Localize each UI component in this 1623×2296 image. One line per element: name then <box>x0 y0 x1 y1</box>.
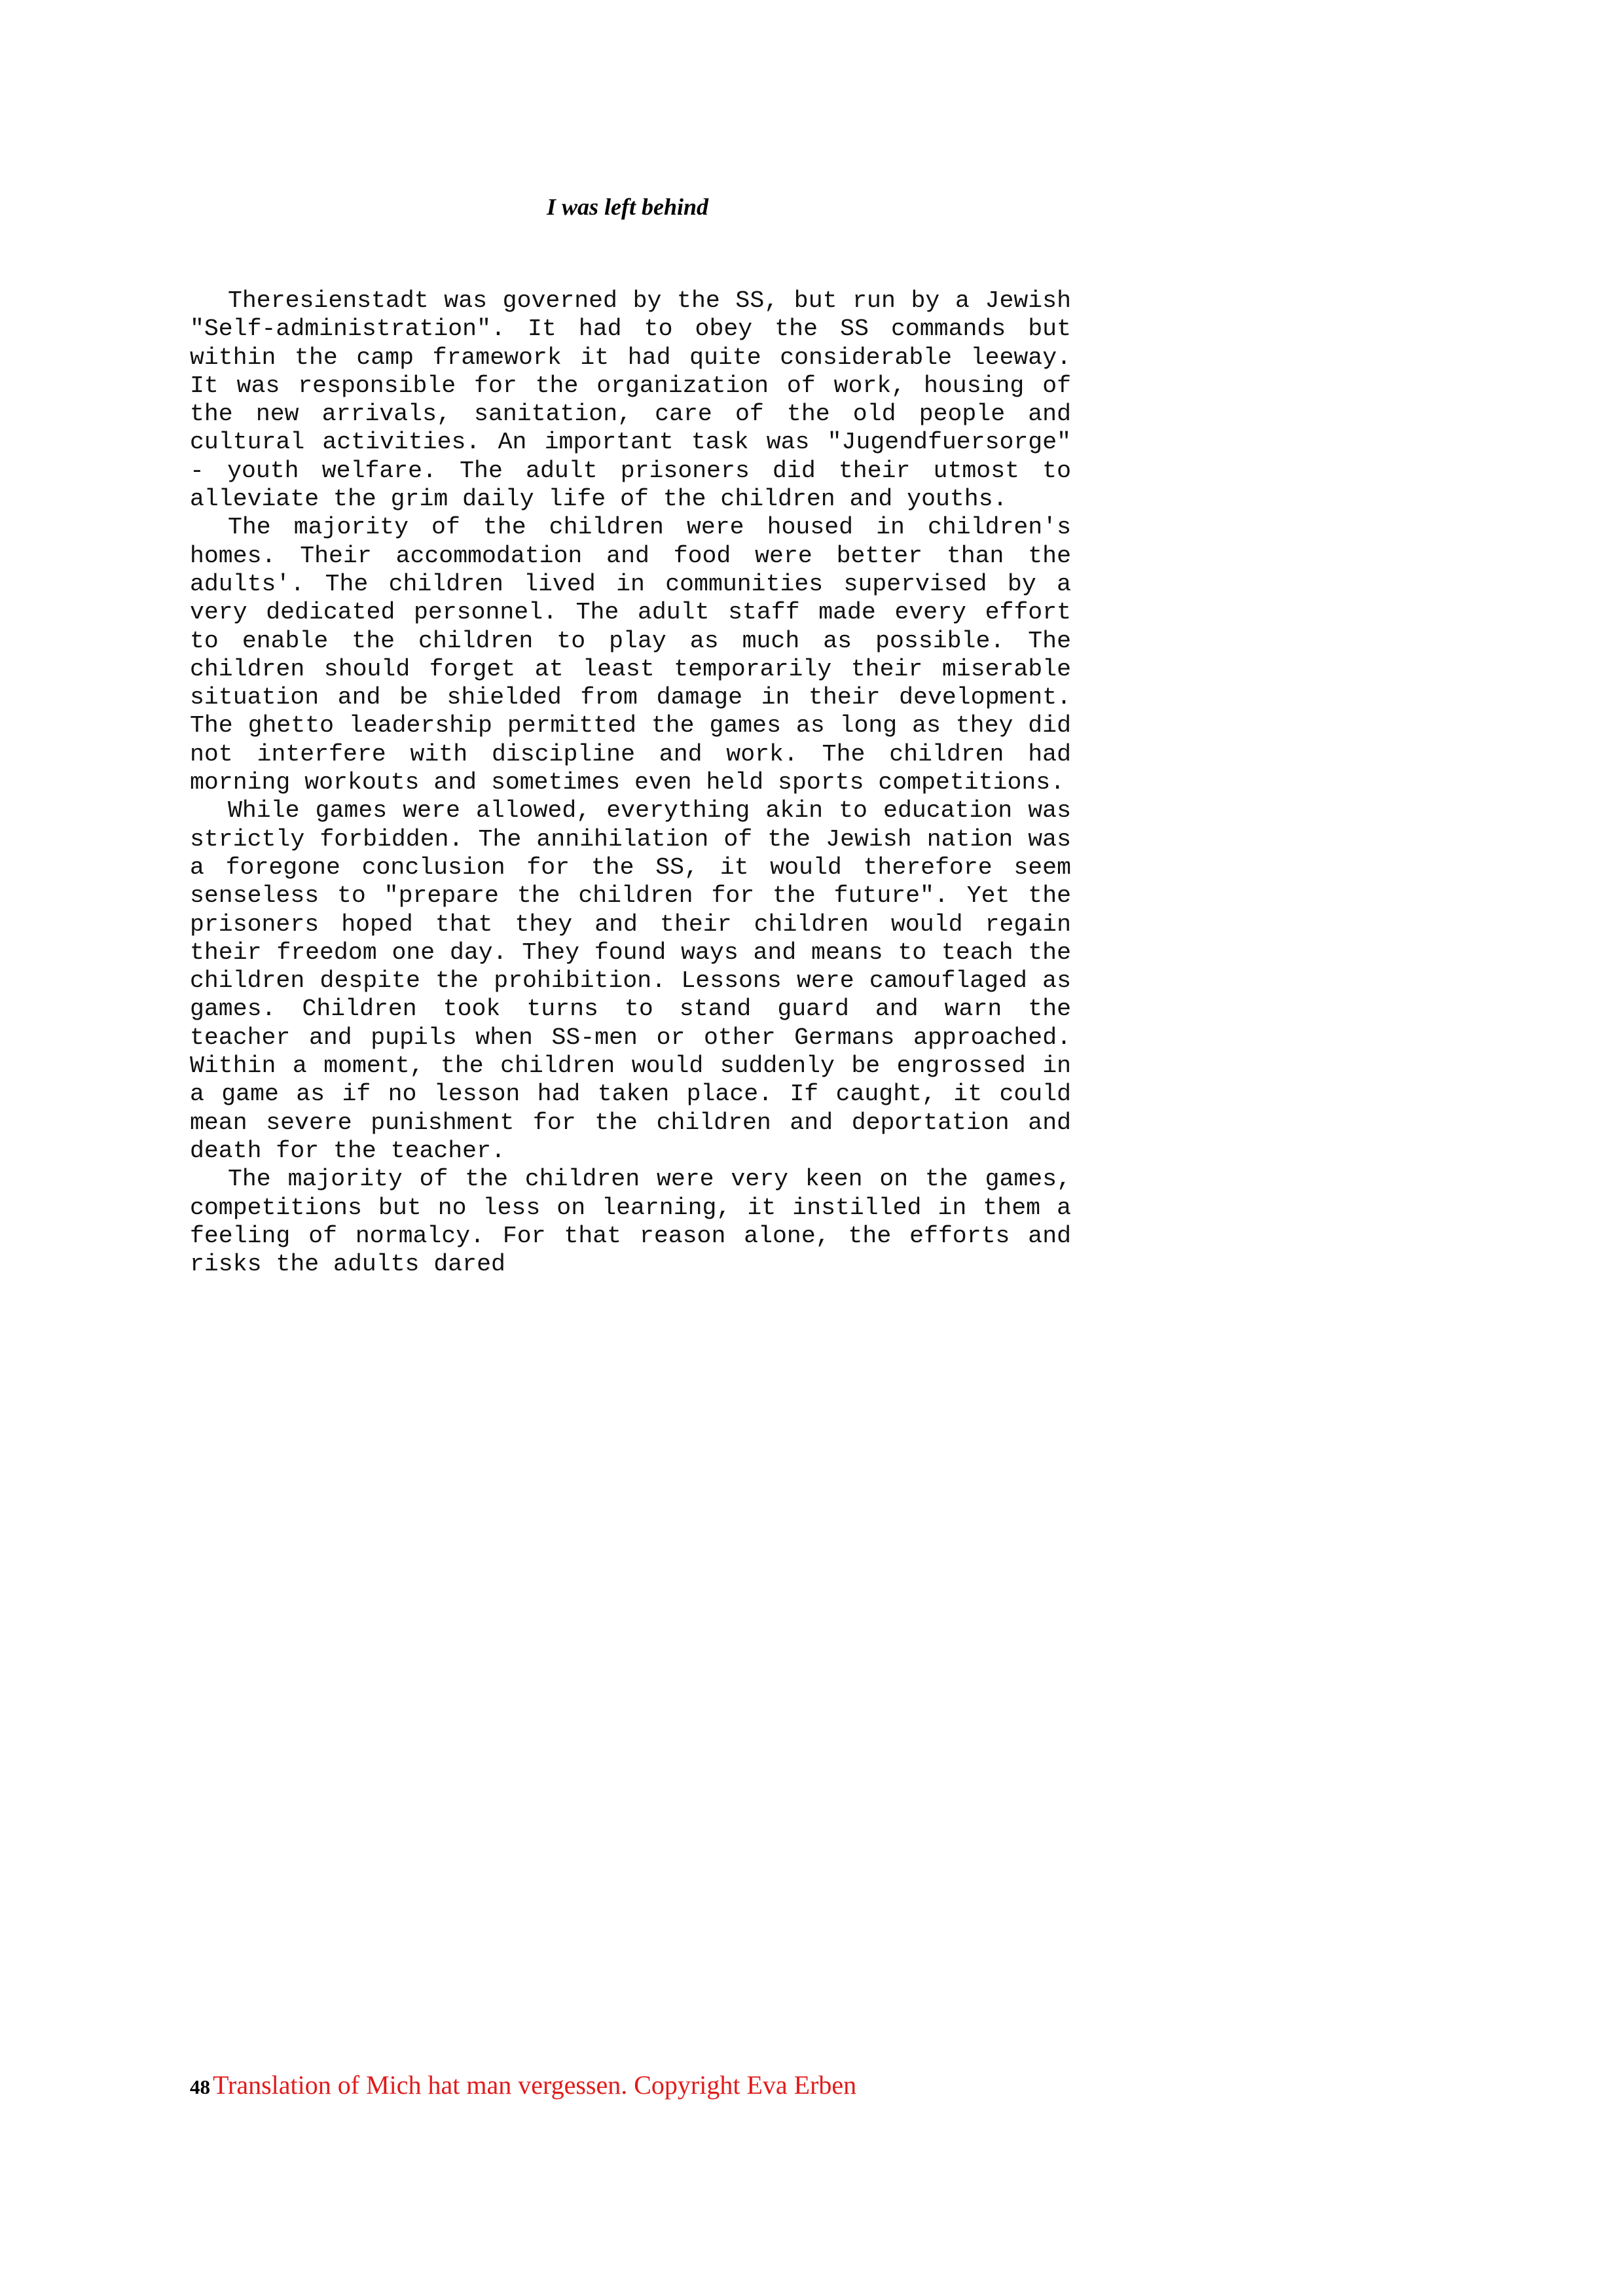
paragraph-normalcy: The majority of the children were very keen on the games, competitions but no less on learning, it instilled in them a feeling of normalcy. For that reason alone, the efforts and risks the adults dared <box>190 1166 1071 1278</box>
page-number: 48 <box>190 2075 210 2098</box>
footer-credit: Translation of Mich hat man vergessen. Copyright Eva Erben <box>213 2070 857 2100</box>
paragraph-childrens-homes: The majority of the children were housed in children's homes. Their accommodation and food were better than the adults'. The children lived in communities supervised by a very dedicated personnel. The adult staff made every effort to enable the children to play as much as possible. The children should forget at least temporarily their miserable situation and be shielded from damage in their development. The ghetto leadership permitted the games as long as they did not interfere with discipline and work. The children had morning workouts and sometimes even held sports competitions. <box>190 514 1071 797</box>
body-text <box>190 287 1071 1278</box>
running-title: I was left behind <box>547 194 709 220</box>
paragraph-self-administration: Theresienstadt was governed by the SS, but run by a Jewish "Self-administration". It had to obey the SS commands but within the camp framework it had quite considerable leeway. It was responsible for the organization of work, housing of the new arrivals, sanitation, care of the old people and cultural activities. An important task was "Jugendfuersorge" - youth welfare. The adult prisoners did their utmost to alleviate the grim daily life of the children and youths. <box>190 287 1071 513</box>
page-footer <box>190 2070 856 2107</box>
paragraph-forbidden-education: While games were allowed, everything akin to education was strictly forbidden. The annihilation of the Jewish nation was a foregone conclusion for the SS, it would therefore seem senseless to "prepare the children for the future". Yet the prisoners hoped that they and their children would regain their freedom one day. They found ways and means to teach the children despite the prohibition. Lessons were camouflaged as games. Children took turns to stand guard and warn the teacher and pupils when SS-men or other Germans approached. Within a moment, the children would suddenly be engrossed in a game as if no lesson had taken place. If caught, it could mean severe punishment for the children and deportation and death for the teacher. <box>190 797 1071 1164</box>
